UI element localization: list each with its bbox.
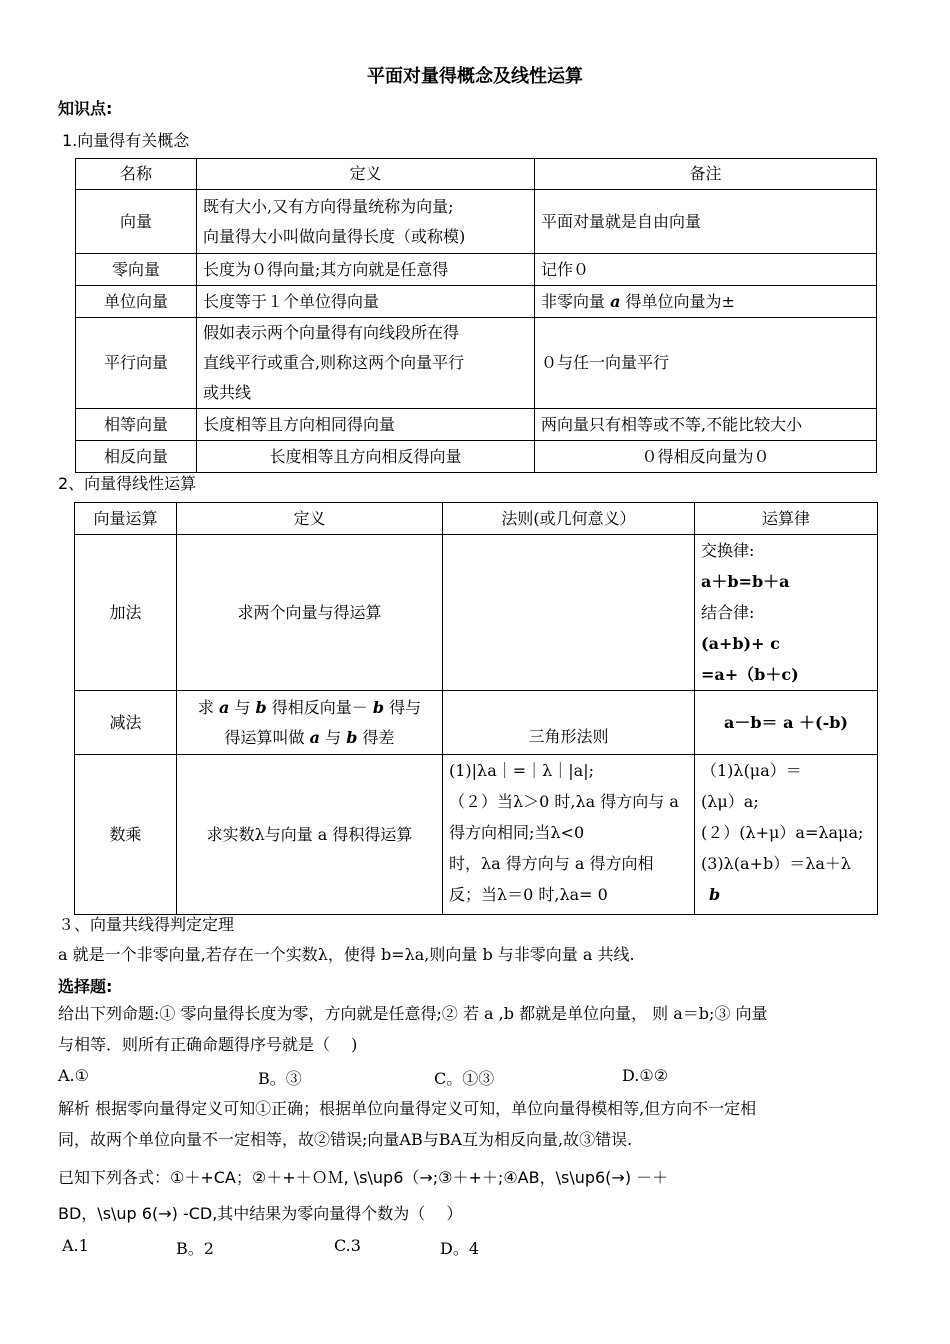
header-name: 名称 <box>76 159 197 190</box>
op-rule-empty <box>443 535 695 691</box>
section2-heading: 2、向量得线性运算 <box>58 474 197 493</box>
row-definition: 长度等于１个单位得向量 <box>197 286 535 318</box>
table-row-addition <box>75 535 878 691</box>
row-name: 单位向量 <box>76 286 197 318</box>
header-operation: 向量运算 <box>75 503 177 535</box>
row-name: 平行向量 <box>76 318 197 409</box>
question-1-line: 给出下列命题:① 零向量得长度为零，方向就是任意得;② 若 a ,b 都就是单位向量， 则 a＝b;③ 向量 <box>58 1004 768 1023</box>
definition-line: 或共线 <box>203 383 252 402</box>
header-rule: 法则(或几何意义） <box>443 503 695 535</box>
option-c: C。①③ <box>434 1069 495 1088</box>
row-note: 两向量只有相等或不等,不能比较大小 <box>535 409 877 441</box>
row-name: 相等向量 <box>76 409 197 441</box>
page-title: 平面对量得概念及线性运算 <box>367 66 583 87</box>
definition-line: 向量得大小叫做向量得长度（或称模) <box>203 226 466 246</box>
section1-heading: 1.向量得有关概念 <box>62 131 190 150</box>
table-row <box>76 409 877 441</box>
op-definition: 求两个向量与得运算 <box>177 535 443 691</box>
op-law: （1)λ(μa）＝ (λμ）a; (２）(λ+μ）a=λaμa; (3)λ(a+b）＝λa＋λ b <box>695 755 878 915</box>
section3-heading: ３、向量共线得判定定理 <box>58 915 235 934</box>
row-name: 相反向量 <box>76 441 197 473</box>
vector-a: a <box>610 291 621 311</box>
knowledge-heading: 知识点: <box>58 99 113 118</box>
op-rule: (1)|λa｜=｜λ｜|a|; （２）当λ＞0 时,λa 得方向与 a 得方向相同;当λ<0 时，λa 得方向与 a 得方向相 反；当λ＝0 时,λa= 0 <box>443 755 695 915</box>
row-definition <box>197 318 535 409</box>
op-law: 交换律: a＋b=b＋a 结合律: (a+b)+ c =a+（b＋c) <box>695 535 878 691</box>
header-definition: 定义 <box>177 503 443 535</box>
row-note: ０得相反向量为０ <box>535 441 877 473</box>
op-name: 数乘 <box>75 755 177 915</box>
row-note: 记作０ <box>535 254 877 286</box>
table-row <box>76 441 877 473</box>
table-row <box>76 286 877 318</box>
row-note: 非零向量 a 得单位向量为± <box>535 286 877 318</box>
op-name: 减法 <box>75 691 177 755</box>
operation-table <box>74 502 878 915</box>
definition-line: 假如表示两个向量得有向线段所在得 <box>203 323 460 342</box>
op-definition: 求 a 与 b 得相反向量－ b 得与 得运算叫做 a 与 b 得差 <box>177 691 443 755</box>
question-2-line: BD，\s\up 6(→) -CD,其中结果为零向量得个数为（ ） <box>58 1204 463 1223</box>
option-a: A.1 <box>62 1236 89 1255</box>
option-b: B。③ <box>258 1069 302 1088</box>
option-d: D。4 <box>440 1239 480 1258</box>
option-d: D.①② <box>622 1066 669 1085</box>
table-row <box>76 254 877 286</box>
row-name: 向量 <box>76 190 197 254</box>
option-c: C.3 <box>334 1236 361 1255</box>
header-note: 备注 <box>535 159 877 190</box>
option-b: B。2 <box>176 1239 214 1258</box>
table-row-scalar <box>75 755 878 915</box>
analysis-line: 解析 根据零向量得定义可知①正确；根据单位向量得定义可知，单位向量得模相等,但方向不一定相 <box>58 1099 757 1118</box>
analysis <box>58 1093 898 1155</box>
definition-line: 既有大小,又有方向得量统称为向量; <box>203 196 454 216</box>
op-rule: 三角形法则 <box>443 691 695 755</box>
row-definition: 长度相等且方向相反得向量 <box>197 441 535 473</box>
table-row <box>76 190 877 254</box>
table-row <box>76 318 877 409</box>
theorem-text: a 就是一个非零向量,若存在一个实数λ，使得 b=λa,则向量 b 与非零向量 a 共线. <box>58 945 635 964</box>
table-header-row <box>76 159 877 190</box>
question-2-options <box>0 1236 950 1258</box>
concept-table <box>75 158 877 473</box>
option-a: A.① <box>58 1066 89 1085</box>
table-header-row <box>75 503 878 535</box>
definition-line: 直线平行或重合,则称这两个向量平行 <box>203 353 465 372</box>
op-name: 加法 <box>75 535 177 691</box>
table-row-subtraction <box>75 691 878 755</box>
row-name: 零向量 <box>76 254 197 286</box>
question-1-line: 与相等．则所有正确命题得序号就是（ ) <box>58 1035 358 1054</box>
row-definition: 长度相等且方向相同得向量 <box>197 409 535 441</box>
analysis-line: 同，故两个单位向量不一定相等，故②错误;向量AB与BA互为相反向量,故③错误. <box>58 1130 633 1149</box>
row-note: 平面对量就是自由向量 <box>535 190 877 254</box>
op-definition: 求实数λ与向量 a 得积得运算 <box>177 755 443 915</box>
choice-heading: 选择题: <box>58 977 113 996</box>
question-1-options <box>0 1066 950 1088</box>
header-law: 运算律 <box>695 503 878 535</box>
op-law: a－b＝ a ＋(-b) <box>695 691 878 755</box>
row-definition: 长度为０得向量;其方向就是任意得 <box>197 254 535 286</box>
question-2-line: 已知下列各式：①＋+CA；②＋+＋ＯＭ, \s\up6（→;③＋+＋;④AB，\s\up6(→) －＋ <box>58 1168 669 1187</box>
row-definition <box>197 190 535 254</box>
question-1 <box>58 998 898 1060</box>
row-note: ０与任一向量平行 <box>535 318 877 409</box>
header-definition: 定义 <box>197 159 535 190</box>
question-2 <box>58 1160 898 1232</box>
